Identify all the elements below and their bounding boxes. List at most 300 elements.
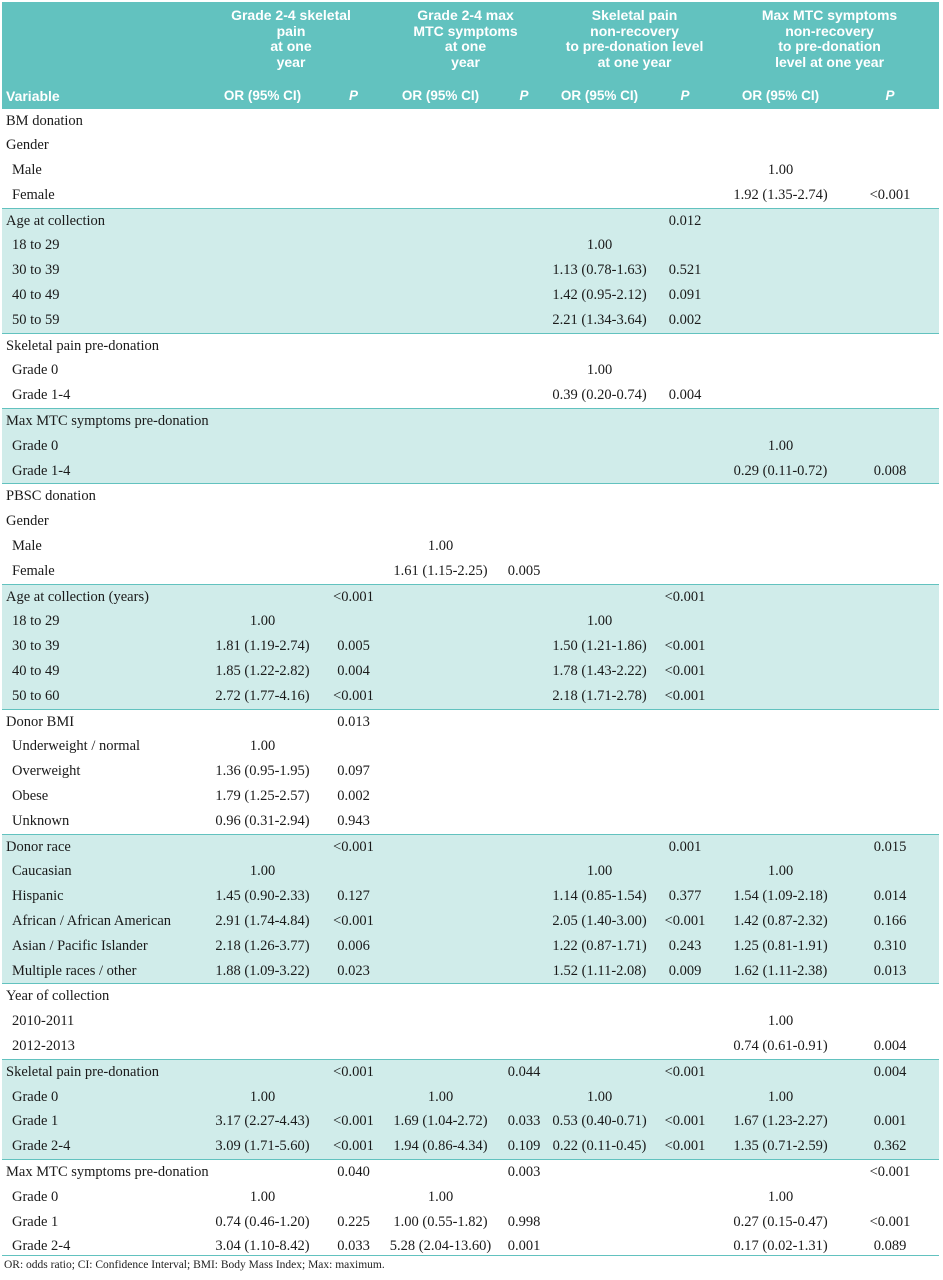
p-value-cell	[841, 1085, 939, 1110]
p-value-cell	[650, 1009, 720, 1034]
p-value-cell	[650, 509, 720, 534]
p-value-cell	[650, 1085, 720, 1110]
row-category-label: Gender	[6, 137, 49, 154]
odds-ratio-cell	[720, 509, 841, 534]
header-p: P	[885, 88, 895, 103]
p-value-cell: <0.001	[664, 1063, 706, 1080]
row-sublabel: Female	[12, 186, 55, 203]
odds-ratio-cell	[382, 584, 499, 609]
row-sublabel: Overweight	[12, 763, 81, 780]
p-value-cell	[650, 109, 720, 134]
p-value-cell: 0.044	[507, 1063, 541, 1080]
odds-ratio-cell	[200, 208, 325, 233]
odds-ratio-cell	[382, 984, 499, 1009]
header-group-skeletal-nonrecovery	[549, 2, 720, 88]
p-value-cell	[841, 659, 939, 684]
odds-ratio-cell	[549, 734, 650, 759]
row-sublabel: 30 to 39	[12, 262, 60, 279]
p-value-cell: <0.001	[664, 1113, 706, 1130]
p-value-cell	[841, 133, 939, 158]
p-value-cell	[841, 383, 939, 408]
odds-ratio-cell: 1.14 (0.85-1.54)	[552, 888, 647, 905]
header-line: non-recovery	[785, 22, 874, 39]
p-value-cell	[499, 734, 549, 759]
odds-ratio-cell	[720, 634, 841, 659]
row-sublabel: Grade 2-4	[12, 1138, 71, 1155]
odds-ratio-cell	[382, 834, 499, 859]
odds-ratio-cell: 1.00	[249, 863, 276, 880]
odds-ratio-cell: 1.00	[767, 1088, 794, 1105]
table-row	[2, 559, 939, 584]
odds-ratio-cell	[382, 884, 499, 909]
p-value-cell	[499, 1085, 549, 1110]
p-value-cell	[841, 859, 939, 884]
odds-ratio-cell	[200, 559, 325, 584]
header-line: to pre-donation	[778, 38, 881, 54]
p-value-cell	[325, 434, 382, 459]
p-value-cell	[499, 659, 549, 684]
odds-ratio-cell	[549, 208, 650, 233]
p-value-cell	[841, 684, 939, 709]
p-value-cell: 0.310	[873, 937, 907, 954]
p-value-cell	[841, 434, 939, 459]
p-value-cell: 0.033	[337, 1238, 370, 1255]
row-sublabel: 50 to 59	[12, 311, 60, 328]
odds-ratio-cell: 2.91 (1.74-4.84)	[215, 913, 310, 929]
p-value-cell	[325, 183, 382, 208]
odds-ratio-cell	[200, 1159, 325, 1184]
odds-ratio-cell	[200, 834, 325, 859]
odds-ratio-cell	[382, 133, 499, 158]
p-value-cell	[325, 409, 382, 434]
odds-ratio-cell	[200, 109, 325, 134]
p-value-cell	[499, 409, 549, 434]
p-value-cell	[650, 459, 720, 484]
p-value-cell: 0.089	[873, 1238, 907, 1255]
table-row	[2, 759, 939, 784]
table-row	[2, 784, 939, 809]
odds-ratio-cell	[382, 934, 499, 959]
p-value-cell	[325, 308, 382, 333]
p-value-cell: 0.521	[668, 262, 702, 279]
p-value-cell	[325, 333, 382, 358]
row-sublabel: Grade 0	[12, 362, 59, 379]
p-value-cell	[499, 909, 549, 934]
odds-ratio-cell	[720, 784, 841, 809]
p-value-cell	[325, 984, 382, 1009]
odds-ratio-cell: 2.18 (1.71-2.78)	[552, 687, 647, 704]
p-value-cell: 0.127	[337, 888, 370, 905]
odds-ratio-cell: 3.17 (2.27-4.43)	[215, 1113, 310, 1130]
header-line: level at one year	[775, 53, 885, 70]
odds-ratio-cell	[200, 358, 325, 383]
p-value-cell	[841, 984, 939, 1009]
odds-ratio-cell: 1.67 (1.23-2.27)	[733, 1113, 828, 1130]
table-row	[2, 959, 939, 984]
p-value-cell	[325, 258, 382, 283]
odds-ratio-cell: 1.00	[767, 162, 794, 179]
odds-ratio-cell: 2.21 (1.34-3.64)	[552, 311, 647, 328]
odds-ratio-cell	[200, 1009, 325, 1034]
table-row	[2, 1134, 939, 1159]
p-value-cell	[650, 759, 720, 784]
odds-ratio-cell: 1.00	[586, 863, 613, 880]
odds-ratio-cell	[549, 509, 650, 534]
table-row	[2, 183, 939, 208]
header-group-row	[2, 2, 939, 88]
odds-ratio-cell	[549, 158, 650, 183]
odds-ratio-cell	[549, 984, 650, 1009]
odds-ratio-cell	[720, 409, 841, 434]
table-row	[2, 534, 939, 559]
row-sublabel: 18 to 29	[12, 613, 60, 630]
odds-ratio-cell	[382, 434, 499, 459]
odds-ratio-cell	[382, 208, 499, 233]
odds-ratio-cell: 1.00	[586, 237, 613, 254]
p-value-cell: 0.998	[507, 1213, 541, 1230]
p-value-cell: 0.040	[337, 1163, 370, 1180]
odds-ratio-cell	[720, 759, 841, 784]
row-sublabel: Grade 1-4	[12, 387, 71, 404]
header-line: non-recovery	[590, 22, 679, 39]
odds-ratio-cell	[720, 659, 841, 684]
odds-ratio-cell	[720, 534, 841, 559]
p-value-cell	[499, 308, 549, 333]
odds-ratio-cell: 1.62 (1.11-2.38)	[733, 962, 828, 979]
odds-ratio-cell: 0.74 (0.61-0.91)	[733, 1037, 828, 1054]
odds-ratio-cell	[382, 484, 499, 509]
row-sublabel: Male	[12, 162, 42, 179]
odds-ratio-cell	[382, 409, 499, 434]
p-value-cell	[841, 609, 939, 634]
odds-ratio-cell	[200, 383, 325, 408]
odds-ratio-cell	[549, 584, 650, 609]
p-value-cell	[499, 959, 549, 984]
row-sublabel: Multiple races / other	[12, 962, 137, 979]
p-value-cell: 0.097	[337, 763, 370, 780]
p-value-cell	[499, 133, 549, 158]
p-value-cell: 0.002	[668, 311, 702, 328]
p-value-cell: 0.943	[337, 812, 370, 829]
odds-ratio-cell	[382, 109, 499, 134]
p-value-cell	[325, 133, 382, 158]
odds-ratio-cell	[720, 984, 841, 1009]
p-value-cell	[325, 1009, 382, 1034]
odds-ratio-cell	[720, 484, 841, 509]
odds-ratio-cell	[200, 258, 325, 283]
odds-ratio-cell	[382, 959, 499, 984]
odds-ratio-cell	[720, 834, 841, 859]
odds-ratio-cell	[382, 383, 499, 408]
p-value-cell	[499, 634, 549, 659]
p-value-cell	[325, 534, 382, 559]
p-value-cell	[499, 759, 549, 784]
odds-ratio-cell	[382, 609, 499, 634]
table-row	[2, 208, 939, 233]
p-value-cell	[650, 233, 720, 258]
odds-ratio-cell: 0.27 (0.15-0.47)	[733, 1213, 828, 1230]
p-value-cell	[650, 183, 720, 208]
p-value-cell: 0.001	[873, 1113, 907, 1130]
p-value-cell: 0.006	[337, 937, 370, 954]
p-value-cell	[499, 509, 549, 534]
odds-ratio-cell	[720, 1059, 841, 1084]
p-value-cell	[499, 534, 549, 559]
p-value-cell	[841, 283, 939, 308]
odds-ratio-cell	[720, 358, 841, 383]
odds-ratio-cell	[549, 759, 650, 784]
p-value-cell: <0.001	[664, 1138, 706, 1155]
header-line: at one year	[597, 53, 672, 70]
p-value-cell	[650, 534, 720, 559]
header-line: year	[276, 53, 306, 70]
p-value-cell: <0.001	[869, 186, 911, 203]
odds-ratio-cell	[200, 133, 325, 158]
p-value-cell: 0.014	[873, 888, 907, 905]
table-row	[2, 709, 939, 734]
header-p: P	[519, 88, 529, 103]
odds-ratio-cell: 0.53 (0.40-0.71)	[552, 1113, 647, 1130]
table-row	[2, 308, 939, 333]
table-row	[2, 1085, 939, 1110]
p-value-cell: 0.004	[337, 663, 370, 680]
p-value-cell	[841, 509, 939, 534]
table-row	[2, 809, 939, 834]
p-value-cell: <0.001	[333, 913, 374, 929]
table-row	[2, 609, 939, 634]
odds-ratio-cell	[720, 133, 841, 158]
odds-ratio-cell	[720, 559, 841, 584]
p-value-cell: 0.004	[873, 1063, 907, 1080]
odds-ratio-cell	[720, 809, 841, 834]
p-value-cell: 0.015	[873, 838, 907, 855]
table-row	[2, 859, 939, 884]
odds-ratio-cell	[200, 459, 325, 484]
p-value-cell: <0.001	[664, 663, 706, 680]
odds-ratio-cell	[200, 409, 325, 434]
p-value-cell	[841, 634, 939, 659]
odds-ratio-cell	[549, 809, 650, 834]
odds-ratio-cell: 2.72 (1.77-4.16)	[215, 687, 310, 704]
p-value-cell: 0.377	[668, 888, 702, 905]
table-row	[2, 1109, 939, 1134]
odds-ratio-cell	[382, 358, 499, 383]
odds-ratio-cell	[382, 759, 499, 784]
table-row	[2, 158, 939, 183]
odds-ratio-cell	[549, 1159, 650, 1184]
p-value-cell	[650, 434, 720, 459]
p-value-cell	[841, 484, 939, 509]
header-line: Grade 2-4 skeletal	[231, 7, 351, 23]
p-value-cell: 0.012	[668, 212, 702, 229]
row-category-label: Skeletal pain pre-donation	[6, 1063, 160, 1080]
odds-ratio-cell: 1.22 (0.87-1.71)	[552, 937, 647, 954]
odds-ratio-cell: 1.00	[427, 1188, 454, 1205]
p-value-cell	[650, 1159, 720, 1184]
table-row	[2, 734, 939, 759]
odds-ratio-cell	[549, 784, 650, 809]
header-line: to pre-donation level	[565, 38, 704, 54]
header-line: Grade 2-4 max	[417, 7, 514, 23]
odds-ratio-cell	[382, 809, 499, 834]
odds-ratio-cell	[200, 183, 325, 208]
row-sublabel: Unknown	[12, 812, 70, 829]
odds-ratio-cell	[549, 1009, 650, 1034]
odds-ratio-cell	[200, 509, 325, 534]
p-value-cell	[841, 109, 939, 134]
row-category-label: Age at collection	[6, 212, 106, 229]
header-line: Max MTC symptoms	[761, 7, 898, 23]
table-row	[2, 459, 939, 484]
odds-ratio-cell	[382, 659, 499, 684]
row-category-label: BM donation	[6, 112, 83, 129]
p-value-cell	[650, 984, 720, 1009]
odds-ratio-cell	[382, 1009, 499, 1034]
p-value-cell	[499, 609, 549, 634]
odds-ratio-cell	[382, 1034, 499, 1059]
table-row	[2, 258, 939, 283]
row-sublabel: Grade 2-4	[12, 1238, 71, 1255]
p-value-cell	[499, 809, 549, 834]
p-value-cell	[499, 109, 549, 134]
p-value-cell	[650, 734, 720, 759]
p-value-cell	[650, 1210, 720, 1235]
table-row	[2, 509, 939, 534]
p-value-cell	[841, 158, 939, 183]
row-sublabel: Caucasian	[12, 863, 72, 880]
odds-ratio-cell	[549, 434, 650, 459]
row-sublabel: Grade 1	[12, 1213, 59, 1230]
row-category-label: Max MTC symptoms pre-donation	[6, 413, 209, 430]
p-value-cell: 0.013	[337, 713, 370, 730]
odds-ratio-cell: 1.61 (1.15-2.25)	[393, 562, 488, 579]
odds-ratio-cell	[382, 634, 499, 659]
odds-ratio-cell	[382, 1059, 499, 1084]
p-value-cell: 0.225	[337, 1213, 370, 1230]
odds-ratio-cell	[382, 459, 499, 484]
table-row	[2, 834, 939, 859]
row-sublabel: Grade 0	[12, 1188, 59, 1205]
odds-ratio-cell: 1.00	[586, 613, 613, 630]
row-sublabel: Male	[12, 538, 42, 555]
odds-ratio-cell: 2.18 (1.26-3.77)	[215, 937, 310, 954]
odds-ratio-cell	[200, 534, 325, 559]
odds-ratio-cell	[200, 233, 325, 258]
p-value-cell	[325, 358, 382, 383]
p-value-cell	[650, 809, 720, 834]
odds-ratio-cell	[200, 584, 325, 609]
table-row	[2, 1210, 939, 1235]
p-value-cell	[650, 484, 720, 509]
p-value-cell	[499, 459, 549, 484]
p-value-cell	[499, 183, 549, 208]
odds-ratio-cell	[382, 1159, 499, 1184]
odds-ratio-cell: 1.00	[249, 1188, 276, 1205]
table-row	[2, 233, 939, 258]
odds-ratio-cell: 1.42 (0.95-2.12)	[552, 287, 647, 304]
table-row	[2, 434, 939, 459]
p-value-cell	[325, 459, 382, 484]
odds-ratio-cell	[200, 984, 325, 1009]
p-value-cell	[841, 333, 939, 358]
table-row	[2, 333, 939, 358]
p-value-cell	[650, 358, 720, 383]
p-value-cell: 0.005	[337, 638, 370, 655]
odds-ratio-cell	[382, 183, 499, 208]
p-value-cell	[325, 383, 382, 408]
p-value-cell	[650, 859, 720, 884]
p-value-cell	[650, 559, 720, 584]
odds-ratio-cell	[720, 109, 841, 134]
p-value-cell	[325, 859, 382, 884]
odds-ratio-cell: 1.00	[767, 437, 794, 454]
odds-ratio-cell	[549, 1210, 650, 1235]
row-category-label: Donor BMI	[6, 713, 75, 730]
row-sublabel: 40 to 49	[12, 287, 60, 304]
odds-ratio-cell: 1.00	[767, 863, 794, 880]
row-sublabel: Underweight / normal	[12, 738, 141, 755]
odds-ratio-cell: 1.54 (1.09-2.18)	[733, 888, 828, 905]
header-or: OR (95% CI)	[741, 88, 820, 103]
odds-ratio-cell	[549, 183, 650, 208]
odds-ratio-cell	[720, 684, 841, 709]
p-value-cell: 0.002	[337, 788, 370, 805]
p-value-cell	[325, 734, 382, 759]
table-row	[2, 584, 939, 609]
odds-ratio-cell	[720, 208, 841, 233]
table-row	[2, 684, 939, 709]
p-value-cell: 0.109	[507, 1138, 541, 1155]
table-row	[2, 1059, 939, 1084]
p-value-cell	[499, 158, 549, 183]
table-row	[2, 1185, 939, 1210]
p-value-cell: <0.001	[664, 687, 706, 704]
odds-ratio-cell	[382, 233, 499, 258]
odds-ratio-cell	[720, 258, 841, 283]
row-sublabel: 50 to 60	[12, 687, 60, 704]
odds-ratio-cell: 1.50 (1.21-1.86)	[552, 638, 647, 655]
odds-ratio-cell	[382, 859, 499, 884]
odds-ratio-cell	[382, 283, 499, 308]
p-value-cell	[499, 1009, 549, 1034]
p-value-cell: <0.001	[664, 588, 706, 605]
odds-ratio-cell	[200, 308, 325, 333]
odds-ratio-cell: 1.52 (1.11-2.08)	[552, 962, 647, 979]
header-line: at one	[270, 38, 312, 54]
odds-ratio-cell: 1.94 (0.86-4.34)	[393, 1138, 488, 1155]
p-value-cell	[841, 809, 939, 834]
odds-ratio-cell: 1.78 (1.43-2.22)	[552, 663, 647, 680]
row-sublabel: Asian / Pacific Islander	[12, 937, 148, 954]
p-value-cell: 0.243	[668, 937, 702, 954]
odds-ratio-cell: 1.88 (1.09-3.22)	[215, 962, 310, 979]
odds-ratio-cell: 1.42 (0.87-2.32)	[733, 913, 828, 929]
p-value-cell: 0.009	[668, 962, 702, 979]
p-value-cell	[499, 484, 549, 509]
p-value-cell: 0.033	[507, 1113, 541, 1130]
odds-ratio-cell	[382, 684, 499, 709]
p-value-cell	[841, 734, 939, 759]
p-value-cell	[499, 784, 549, 809]
p-value-cell	[499, 1185, 549, 1210]
p-value-cell	[499, 283, 549, 308]
p-value-cell: <0.001	[333, 1113, 374, 1130]
table-row	[2, 884, 939, 909]
odds-ratio-cell	[382, 258, 499, 283]
p-value-cell	[841, 1185, 939, 1210]
odds-ratio-cell: 1.00	[249, 613, 276, 630]
odds-ratio-cell	[549, 109, 650, 134]
